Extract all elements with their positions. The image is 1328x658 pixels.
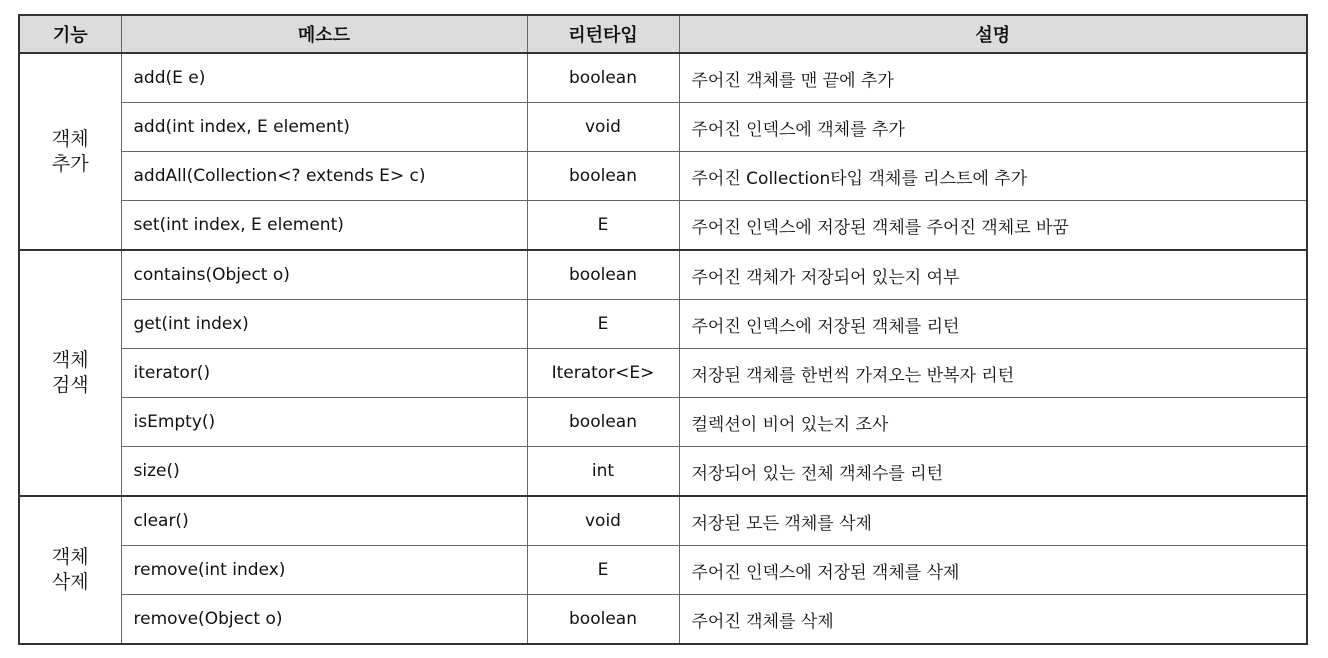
method-cell: contains(Object o) <box>121 250 527 300</box>
description-cell: 주어진 인덱스에 객체를 추가 <box>679 103 1307 152</box>
return-type-cell: int <box>527 447 679 497</box>
group-cell-search <box>19 250 121 496</box>
group-cell-delete <box>19 496 121 644</box>
return-type-cell: E <box>527 546 679 595</box>
table-row <box>19 250 1307 300</box>
table-row <box>19 595 1307 645</box>
return-type-cell: boolean <box>527 53 679 103</box>
group-label-line2: 삭제 <box>51 571 89 593</box>
group-label-line1: 객체 <box>51 349 89 371</box>
list-methods-table <box>18 14 1308 645</box>
method-cell: add(E e) <box>121 53 527 103</box>
description-cell: 주어진 Collection타입 객체를 리스트에 추가 <box>679 152 1307 201</box>
group-label-line2: 검색 <box>51 374 89 396</box>
header-description: 설명 <box>679 15 1307 53</box>
return-type-cell: void <box>527 103 679 152</box>
table-row <box>19 152 1307 201</box>
return-type-cell: boolean <box>527 152 679 201</box>
table-body <box>19 53 1307 644</box>
return-type-cell: E <box>527 300 679 349</box>
description-cell: 주어진 객체가 저장되어 있는지 여부 <box>679 250 1307 300</box>
description-cell: 저장된 객체를 한번씩 가져오는 반복자 리턴 <box>679 349 1307 398</box>
table-row <box>19 53 1307 103</box>
return-type-cell: boolean <box>527 398 679 447</box>
header-method: 메소드 <box>121 15 527 53</box>
description-cell: 주어진 객체를 삭제 <box>679 595 1307 645</box>
return-type-cell: boolean <box>527 595 679 645</box>
description-cell: 컬렉션이 비어 있는지 조사 <box>679 398 1307 447</box>
return-type-cell: boolean <box>527 250 679 300</box>
method-cell: add(int index, E element) <box>121 103 527 152</box>
table-header-row <box>19 15 1307 53</box>
table-row <box>19 447 1307 497</box>
table-row <box>19 546 1307 595</box>
method-cell: addAll(Collection<? extends E> c) <box>121 152 527 201</box>
method-cell: size() <box>121 447 527 497</box>
group-label-line1: 객체 <box>51 546 89 568</box>
description-cell: 주어진 객체를 맨 끝에 추가 <box>679 53 1307 103</box>
return-type-cell: void <box>527 496 679 546</box>
description-cell: 주어진 인덱스에 저장된 객체를 삭제 <box>679 546 1307 595</box>
description-cell: 저장되어 있는 전체 객체수를 리턴 <box>679 447 1307 497</box>
table-row <box>19 496 1307 546</box>
method-cell: set(int index, E element) <box>121 201 527 251</box>
method-cell: isEmpty() <box>121 398 527 447</box>
method-cell: remove(Object o) <box>121 595 527 645</box>
group-label-line2: 추가 <box>51 152 89 175</box>
method-cell: clear() <box>121 496 527 546</box>
return-type-cell: Iterator<E> <box>527 349 679 398</box>
table-row <box>19 398 1307 447</box>
return-type-cell: E <box>527 201 679 251</box>
table-row <box>19 103 1307 152</box>
group-label-line1: 객체 <box>51 127 89 150</box>
method-cell: remove(int index) <box>121 546 527 595</box>
method-cell: iterator() <box>121 349 527 398</box>
table-row <box>19 349 1307 398</box>
table-row <box>19 201 1307 251</box>
table-row <box>19 300 1307 349</box>
method-cell: get(int index) <box>121 300 527 349</box>
description-cell: 주어진 인덱스에 저장된 객체를 주어진 객체로 바꿈 <box>679 201 1307 251</box>
description-cell: 주어진 인덱스에 저장된 객체를 리턴 <box>679 300 1307 349</box>
list-methods-table-container <box>18 14 1306 645</box>
header-function: 기능 <box>19 15 121 53</box>
header-return-type: 리턴타입 <box>527 15 679 53</box>
description-cell: 저장된 모든 객체를 삭제 <box>679 496 1307 546</box>
group-cell-add <box>19 53 121 250</box>
